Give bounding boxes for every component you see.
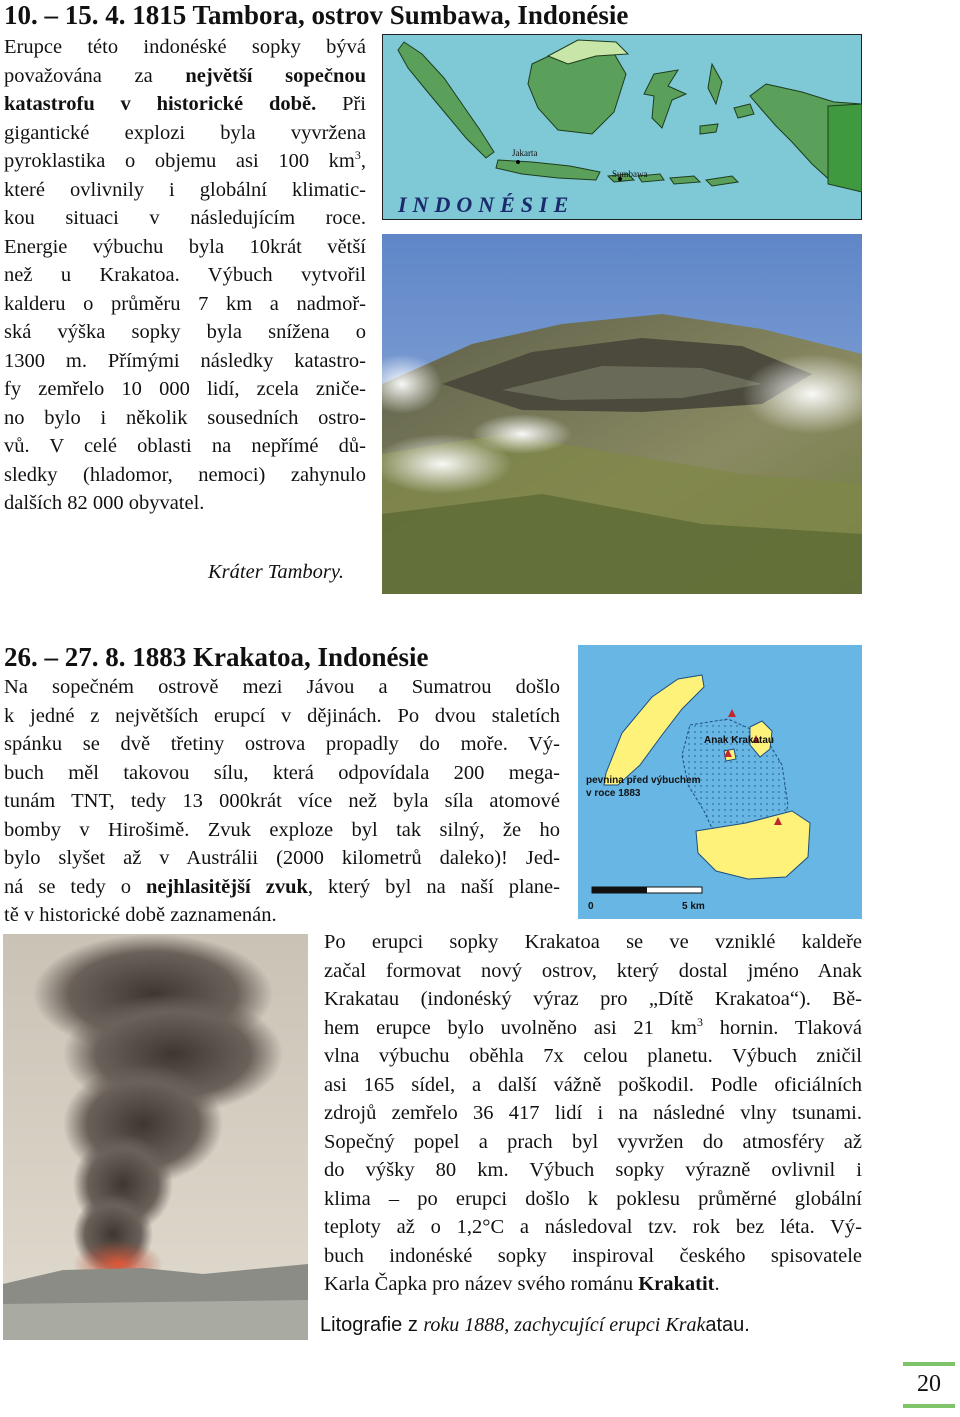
text-line [4, 233, 366, 262]
tambora-paragraph [4, 33, 366, 518]
text-line [4, 147, 366, 176]
text-line [4, 204, 366, 233]
text-run: ná se tedy o [4, 875, 146, 898]
text-run: . [714, 1273, 720, 1295]
text-line [4, 759, 560, 788]
text-run: asi 165 sídel, a další vážně poškodil. Podle oficiálních [324, 1073, 862, 1096]
text-line [324, 1185, 862, 1214]
scale-zero-label: 0 [588, 901, 594, 912]
text-run: ská výška sopky byla snížena o [4, 321, 366, 343]
text-run: 1300 m. Přímými následky katastro- [4, 349, 366, 372]
text-run: Po erupci sopky Krakatoa se ve vzniklé kaldeře [324, 931, 862, 953]
text-line [4, 432, 366, 461]
text-run: spánku se dvě třetiny ostrova propadly do moře. Vý- [4, 733, 560, 755]
text-line [324, 1213, 862, 1242]
text-run: tě v historické době zaznamenán. [4, 904, 277, 926]
text-run: než u Krakatoa. Výbuch vytvořil [4, 264, 366, 286]
text-run: sledky (hladomor, nemoci) zahynulo [4, 463, 366, 486]
text-run: kou situaci v následujícím roce. [4, 207, 366, 229]
text-line [4, 844, 560, 873]
text-run: hem erupce bylo uvolněno asi 21 km [324, 1016, 697, 1039]
text-line [324, 1128, 862, 1157]
text-run: Krakatit [638, 1273, 715, 1295]
text-line [324, 1071, 862, 1100]
text-run: Krakatau (indonéský výraz pro „Dítě Krakatoa“). Bě- [324, 988, 862, 1010]
anak-krakatau-label: Anak Krakatau [704, 735, 775, 746]
pevnina-label-1: pevnina před výbuchem [586, 775, 701, 786]
text-line [4, 375, 366, 404]
anak-krakatau-paragraph [324, 928, 862, 1299]
text-line [324, 1242, 862, 1271]
text-line [4, 90, 366, 119]
text-line [324, 1099, 862, 1128]
text-run: buch měl takovou sílu, která odpovídala 200 mega- [4, 761, 560, 784]
text-line [4, 290, 366, 319]
text-run: buch indonéské sopky inspiroval českého spisovatele [324, 1244, 862, 1267]
krakatoa-paragraph [4, 673, 560, 930]
text-line [4, 176, 366, 205]
text-run: dalších 82 000 obyvatel. [4, 492, 205, 514]
text-run: do výšky 80 km. Výbuch sopky výrazně ovlivnil i [324, 1159, 862, 1181]
text-run: Erupce této indonéské sopky bývá [4, 36, 366, 58]
text-line [4, 119, 366, 148]
text-run: fy zemřelo 10 000 lidí, zcela zniče- [4, 378, 366, 400]
caption-italic: roku 1888, zachycující erupci Krak [423, 1314, 706, 1336]
text-run: 3 [354, 148, 361, 163]
jakarta-label: Jakarta [512, 148, 538, 158]
text-line [4, 404, 366, 433]
text-run: největší sopečnou [185, 64, 366, 87]
krakatoa-map [578, 645, 862, 919]
text-run: , [360, 150, 366, 172]
text-run: 3 [696, 1014, 703, 1029]
text-run: považována za [4, 64, 186, 87]
text-line [324, 1156, 862, 1185]
text-line [4, 787, 560, 816]
text-run: klima – po erupci došlo k poklesu průměrné globální [324, 1187, 862, 1210]
text-run: začal formovat nový ostrov, který dostal jméno Anak [324, 959, 862, 982]
text-run: nejhlasitější zvuk [145, 875, 308, 898]
text-run: tunám TNT, tedy 13 000krát více než byla síla atomové [4, 790, 560, 812]
caption-plain: Litografie z [320, 1314, 424, 1336]
scale-5km-label: 5 km [682, 901, 705, 912]
map-title-indonesie: INDONÉSIE [398, 192, 575, 217]
text-line [324, 1270, 862, 1299]
text-run: které ovlivnily i globální klimatic- [4, 178, 366, 201]
text-run: zdrojů zemřelo 36 417 lidí i na následné vlny tsunami. [324, 1102, 862, 1124]
text-run: Karla Čapka pro název svého románu [324, 1273, 639, 1295]
text-line [324, 1042, 862, 1071]
pevnina-label-2: v roce 1883 [586, 788, 641, 799]
text-run: bomby v Hirošimě. Zvuk exploze byl tak silný, že ho [4, 818, 560, 841]
text-run: teploty až o 1,2°C a následoval tzv. rok bez léta. Vý- [324, 1216, 862, 1238]
text-run: gigantické explozi byla vyvržena [4, 121, 366, 144]
text-line [4, 461, 366, 490]
text-line [324, 928, 862, 957]
text-run: katastrofu v historické době. [4, 93, 317, 115]
krakatoa-lithograph [3, 934, 308, 1340]
text-run: k jedné z největších erupcí v dějinách. Po dvou staletích [4, 704, 560, 727]
text-line [4, 873, 560, 902]
text-line [4, 261, 366, 290]
text-run: Energie výbuchu byla 10krát větší [4, 235, 366, 258]
text-run: pyroklastika o objemu asi 100 km [4, 150, 355, 172]
caption-tail: atau. [705, 1314, 750, 1336]
crater-caption: Kráter Tambory. [208, 561, 344, 583]
text-run: vů. V celé oblasti na nepřímé dů- [4, 435, 366, 457]
text-run: kalderu o průměru 7 km a nadmoř- [4, 292, 366, 315]
sumbawa-label: Sumbawa [612, 169, 648, 179]
text-run: , který byl na naší plane- [307, 875, 560, 898]
page-number: 20 [917, 1371, 941, 1397]
text-run: hornin. Tlaková [702, 1016, 862, 1039]
text-line [4, 730, 560, 759]
text-line [4, 901, 560, 930]
text-line [4, 318, 366, 347]
lithograph-caption [320, 1314, 750, 1337]
text-line [4, 489, 366, 518]
text-line [324, 1014, 862, 1043]
text-run: Na sopečném ostrově mezi Jávou a Sumatrou došlo [4, 676, 560, 698]
text-line [4, 347, 366, 376]
section-heading-tambora: 10. – 15. 4. 1815 Tambora, ostrov Sumbawa, Indonésie [4, 0, 629, 30]
text-run: vlna výbuchu oběhla 7x celou planetu. Výbuch zničil [324, 1045, 862, 1067]
text-line [4, 702, 560, 731]
indonesia-map [382, 34, 862, 220]
text-line [324, 957, 862, 986]
text-line [4, 62, 366, 91]
text-line [4, 673, 560, 702]
text-run: Sopečný popel a prach byl vyvržen do atmosféry až [324, 1130, 862, 1153]
text-line [4, 33, 366, 62]
text-line [4, 816, 560, 845]
tambora-crater-photo [382, 234, 862, 594]
text-run: no bylo i několik sousedních ostro- [4, 406, 366, 429]
text-run: Při [316, 93, 366, 115]
text-run: bylo slyšet až v Austrálii (2000 kilometrů daleko)! Jed- [4, 847, 560, 869]
text-line [324, 985, 862, 1014]
section-heading-krakatoa: 26. – 27. 8. 1883 Krakatoa, Indonésie [4, 642, 429, 672]
